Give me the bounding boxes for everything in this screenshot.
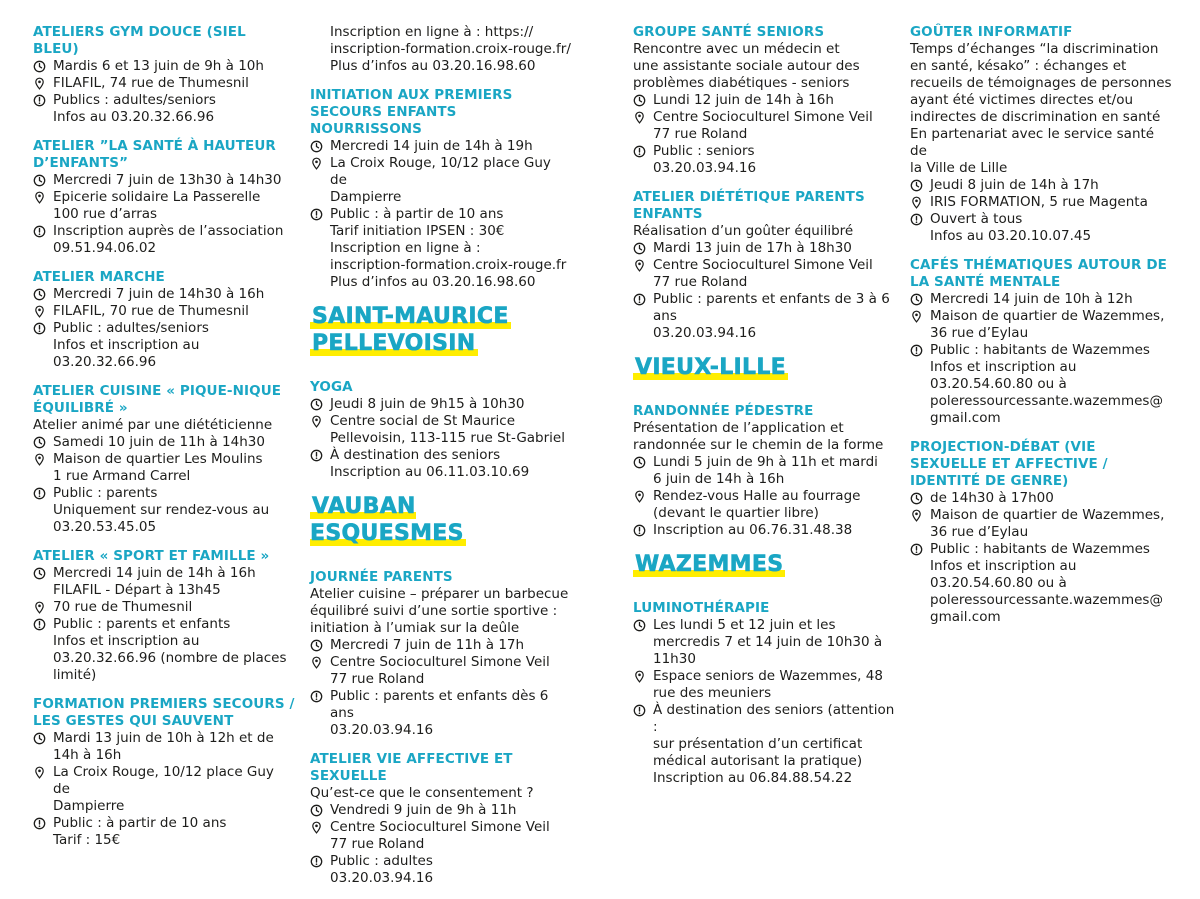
detail-line: IRIS FORMATION, 5 rue Magenta [930,194,1148,210]
detail-line: Centre Socioculturel Simone Veil [653,257,873,273]
detail-line: Public : seniors [653,143,755,159]
district-name: WAZEMMES [635,552,784,577]
description-line: problèmes diabétiques - seniors [633,75,850,91]
description-line: Temps d’échanges “la discrimination [910,41,1159,57]
info-detail [633,702,895,787]
location-pin-detail [33,75,295,92]
detail-line: médical autorisant la pratique) [653,753,863,769]
detail-line: Les lundi 5 et 12 juin et les [653,617,836,633]
district-line [633,354,895,381]
event-title: GROUPE SANTÉ SENIORS [633,24,825,40]
detail-line: 100 rue d’arras [53,206,158,222]
clock-detail [33,434,295,451]
event-title: PROJECTION-DÉBAT (VIE SEXUELLE ET AFFECTIVE / IDENTITÉ DE GENRE) [910,439,1108,489]
detail-line: (devant le quartier libre) [653,505,819,521]
location-pin-detail [310,819,572,853]
detail-line: Plus d’infos au 03.20.16.98.60 [330,274,536,290]
detail-line: Maison de quartier de Wazemmes, [930,507,1165,523]
detail-line: Infos au 03.20.10.07.45 [930,228,1092,244]
event-title: RANDONNÉE PÉDESTRE [633,403,814,419]
district-heading [310,303,572,357]
event-block [33,548,295,684]
clock-detail [33,172,295,189]
detail-line: Infos et inscription au [930,359,1077,375]
clock-detail [910,291,1172,308]
event-title: CAFÉS THÉMATIQUES AUTOUR DE LA SANTÉ MENTALE [910,257,1167,290]
info-detail-continued [310,24,572,75]
event-block [910,24,1172,245]
detail-line: Jeudi 8 juin de 14h à 17h [930,177,1099,193]
clock-detail [33,58,295,75]
detail-line: FILAFIL, 70 rue de Thumesnil [53,303,249,319]
detail-line: inscription-formation.croix-rouge.fr/ [330,41,571,57]
event-block [310,751,572,887]
detail-line: poleressourcessante.wazemmes@ [930,592,1163,608]
detail-line: Mardi 13 juin de 17h à 18h30 [653,240,852,256]
event-continuation [310,24,572,75]
event-block [910,257,1172,427]
detail-line: Centre Socioculturel Simone Veil [330,654,550,670]
description-line: Atelier animé par une diététicienne [33,417,273,433]
event-block [633,189,895,342]
detail-line: À destination des seniors (attention : [653,702,895,735]
detail-line: gmail.com [930,410,1001,426]
detail-line: Mercredi 14 juin de 14h à 19h [330,138,533,154]
detail-line: Centre Socioculturel Simone Veil [330,819,550,835]
event-title: ATELIER « SPORT ET FAMILLE » [33,548,270,564]
detail-line: 03.20.54.60.80 ou à [930,376,1067,392]
event-title: FORMATION PREMIERS SECOURS / LES GESTES QUI SAUVENT [33,696,295,729]
detail-line: Inscription au 06.11.03.10.69 [330,464,530,480]
info-detail [310,447,572,481]
detail-line: Epicerie solidaire La Passerelle [53,189,261,205]
detail-line: Mercredi 7 juin de 13h30 à 14h30 [53,172,282,188]
event-description [633,41,895,92]
detail-line: 03.20.03.94.16 [653,325,757,341]
description-line: Atelier cuisine – préparer un barbecue [310,586,569,602]
location-pin-detail [910,308,1172,342]
clock-detail [633,92,895,109]
event-title: GOÛTER INFORMATIF [910,24,1073,40]
district-heading [310,493,572,547]
detail-line: Public : adultes/seniors [53,320,209,336]
location-pin-detail [310,413,572,447]
detail-line: 03.20.03.94.16 [330,870,434,886]
detail-line: Public : parents et enfants de 3 à 6 ans [653,291,890,324]
district-line [310,330,572,357]
column-1 [33,24,295,861]
event-block [33,24,295,126]
detail-line: Public : parents et enfants [53,616,231,632]
detail-line: Inscription auprès de l’association [53,223,284,239]
district-name: VIEUX-LILLE [635,355,786,380]
clock-detail [33,730,295,764]
detail-line: Tarif initiation IPSEN : 30€ [330,223,505,239]
detail-line: Mardis 6 et 13 juin de 9h à 10h [53,58,264,74]
detail-line: Espace seniors de Wazemmes, 48 [653,668,883,684]
description-line: randonnée sur le chemin de la forme [633,437,884,453]
info-detail [910,211,1172,245]
detail-line: 14h à 16h [53,747,122,763]
detail-line: Plus d’infos au 03.20.16.98.60 [330,58,536,74]
detail-line: Mercredi 14 juin de 10h à 12h [930,291,1133,307]
info-detail [33,815,295,849]
detail-line: Infos au 03.20.32.66.96 [53,109,215,125]
event-description [910,41,1172,177]
event-block [310,569,572,739]
detail-line: La Croix Rouge, 10/12 place Guy de [53,764,274,797]
event-title: ATELIER ”LA SANTÉ À HAUTEUR D’ENFANTS” [33,138,276,171]
detail-line: 77 rue Roland [653,126,748,142]
detail-line: Lundi 12 juin de 14h à 16h [653,92,834,108]
event-block [633,403,895,539]
description-line: la Ville de Lille [910,160,1008,176]
detail-line: 09.51.94.06.02 [53,240,157,256]
clock-detail [633,617,895,668]
detail-line: Samedi 10 juin de 11h à 14h30 [53,434,265,450]
event-description [33,417,295,434]
event-title: ATELIER DIÉTÉTIQUE PARENTS ENFANTS [633,189,865,222]
description-line: initiation à l’umiak sur la deûle [310,620,520,636]
description-line: Qu’est-ce que le consentement ? [310,785,534,801]
event-block [910,439,1172,626]
clock-detail [310,138,572,155]
detail-line: 03.20.32.66.96 (nombre de places [53,650,287,666]
detail-line: Maison de quartier Les Moulins [53,451,263,467]
clock-detail [633,240,895,257]
description-line: indirectes de discrimination en santé [910,109,1161,125]
description-line: Réalisation d’un goûter équilibré [633,223,854,239]
info-detail [33,485,295,536]
description-line: en santé, késako” : échanges et [910,58,1127,74]
event-block [33,138,295,257]
clock-detail [310,396,572,413]
location-pin-detail [310,155,572,206]
description-line: ayant été victimes directes et/ou [910,92,1134,108]
clock-detail [910,490,1172,507]
location-pin-detail [33,451,295,485]
info-detail [633,143,895,177]
description-line: Présentation de l’application et [633,420,844,436]
location-pin-detail [633,109,895,143]
detail-line: limité) [53,667,97,683]
detail-line: Public : à partir de 10 ans [53,815,227,831]
info-detail [310,688,572,739]
district-line [633,551,895,578]
event-title: ATELIER MARCHE [33,269,165,285]
info-detail [310,853,572,887]
district-heading [633,354,895,381]
event-block [33,383,295,536]
detail-line: 1 rue Armand Carrel [53,468,191,484]
detail-line: 03.20.03.94.16 [653,160,757,176]
detail-line: Tarif : 15€ [53,832,121,848]
location-pin-detail [33,764,295,815]
detail-line: 77 rue Roland [653,274,748,290]
detail-line: 03.20.53.45.05 [53,519,157,535]
detail-line: inscription-formation.croix-rouge.fr [330,257,567,273]
detail-line: mercredis 7 et 14 juin de 10h30 à [653,634,883,650]
detail-line: Uniquement sur rendez-vous au [53,502,270,518]
detail-line: Publics : adultes/seniors [53,92,216,108]
location-pin-detail [633,668,895,702]
detail-line: Mercredi 7 juin de 11h à 17h [330,637,525,653]
detail-line: 03.20.03.94.16 [330,722,434,738]
detail-line: Lundi 5 juin de 9h à 11h et mardi [653,454,878,470]
clock-detail [633,454,895,488]
detail-line: La Croix Rouge, 10/12 place Guy de [330,155,551,188]
detail-line: FILAFIL - Départ à 13h45 [53,582,221,598]
info-detail [33,616,295,684]
detail-line: Public : à partir de 10 ans [330,206,504,222]
event-title: LUMINOTHÉRAPIE [633,600,770,616]
detail-line: Pellevoisin, 113-115 rue St-Gabriel [330,430,565,446]
detail-line: Mercredi 14 juin de 14h à 16h [53,565,256,581]
event-block [633,24,895,177]
detail-line: Centre Socioculturel Simone Veil [653,109,873,125]
description-line: équilibré suivi d’une sortie sportive : [310,603,558,619]
district-heading [633,551,895,578]
detail-line: FILAFIL, 74 rue de Thumesnil [53,75,249,91]
detail-line: Maison de quartier de Wazemmes, [930,308,1165,324]
detail-line: Public : habitants de Wazemmes [930,342,1150,358]
clock-detail [910,177,1172,194]
info-detail [33,223,295,257]
detail-line: Public : parents [53,485,158,501]
event-block [633,600,895,787]
detail-line: Vendredi 9 juin de 9h à 11h [330,802,517,818]
location-pin-detail [633,488,895,522]
detail-line: Dampierre [53,798,125,814]
clock-detail [310,802,572,819]
description-line: une assistante sociale autour des [633,58,860,74]
detail-line: de 14h30 à 17h00 [930,490,1054,506]
district-name: PELLEVOISIN [312,331,476,356]
detail-line: 77 rue Roland [330,836,425,852]
detail-line: 77 rue Roland [330,671,425,687]
detail-line: Infos et inscription au [53,633,200,649]
info-detail [33,320,295,371]
detail-line: gmail.com [930,609,1001,625]
detail-line: Rendez-vous Halle au fourrage [653,488,861,504]
detail-line: rue des meuniers [653,685,772,701]
clock-detail [33,565,295,599]
location-pin-detail [33,189,295,223]
detail-line: 36 rue d’Eylau [930,524,1029,540]
info-detail [910,541,1172,626]
detail-line: 70 rue de Thumesnil [53,599,193,615]
location-pin-detail [910,194,1172,211]
clock-detail [33,286,295,303]
info-detail [310,206,572,291]
detail-line: Inscription en ligne à : [330,240,481,256]
event-title: ATELIER VIE AFFECTIVE ET SEXUELLE [310,751,513,784]
district-name: SAINT-MAURICE [312,304,509,329]
event-block [310,379,572,481]
clock-detail [310,637,572,654]
info-detail [910,342,1172,427]
detail-line: Inscription au 06.76.31.48.38 [653,522,853,538]
column-4 [910,24,1172,638]
detail-line: Public : adultes [330,853,433,869]
event-block [33,269,295,371]
detail-line: 11h30 [653,651,696,667]
info-detail [633,522,895,539]
location-pin-detail [310,654,572,688]
event-block [33,696,295,849]
detail-line: poleressourcessante.wazemmes@ [930,393,1163,409]
detail-line: Centre social de St Maurice [330,413,516,429]
detail-line: Inscription au 06.84.88.54.22 [653,770,853,786]
event-title: JOURNÉE PARENTS [310,569,453,585]
district-line [310,493,572,547]
district-name: VAUBAN ESQUESMES [310,494,464,546]
event-title: YOGA [310,379,353,395]
description-line: Rencontre avec un médecin et [633,41,840,57]
detail-line: Public : habitants de Wazemmes [930,541,1150,557]
detail-line: Dampierre [330,189,402,205]
detail-line: Inscription en ligne à : https:// [330,24,534,40]
event-title: ATELIER CUISINE « PIQUE-NIQUE ÉQUILIBRÉ » [33,383,282,416]
detail-line: 36 rue d’Eylau [930,325,1029,341]
event-description [633,223,895,240]
description-line: En partenariat avec le service santé de [910,126,1155,159]
location-pin-detail [33,303,295,320]
location-pin-detail [33,599,295,616]
event-title: INITIATION AUX PREMIERS SECOURS ENFANTS NOURRISSONS [310,87,513,137]
info-detail [633,291,895,342]
detail-line: Jeudi 8 juin de 9h15 à 10h30 [330,396,525,412]
event-title: ATELIERS GYM DOUCE (SIEL BLEU) [33,24,246,57]
detail-line: Infos et inscription au [53,337,200,353]
event-block [310,87,572,291]
detail-line: Ouvert à tous [930,211,1023,227]
location-pin-detail [910,507,1172,541]
info-detail [33,92,295,126]
detail-line: 03.20.32.66.96 [53,354,157,370]
detail-line: 03.20.54.60.80 ou à [930,575,1067,591]
column-2 [310,24,572,899]
location-pin-detail [633,257,895,291]
district-line [310,303,572,330]
event-description [310,586,572,637]
detail-line: sur présentation d’un certificat [653,736,863,752]
event-description [633,420,895,454]
description-line: recueils de témoignages de personnes [910,75,1172,91]
detail-line: Infos et inscription au [930,558,1077,574]
detail-line: À destination des seniors [330,447,501,463]
detail-line: 6 juin de 14h à 16h [653,471,785,487]
detail-line: Public : parents et enfants dès 6 ans [330,688,549,721]
event-description [310,785,572,802]
detail-line: Mercredi 7 juin de 14h30 à 16h [53,286,265,302]
detail-line: Mardi 13 juin de 10h à 12h et de [53,730,274,746]
column-3 [633,24,895,799]
